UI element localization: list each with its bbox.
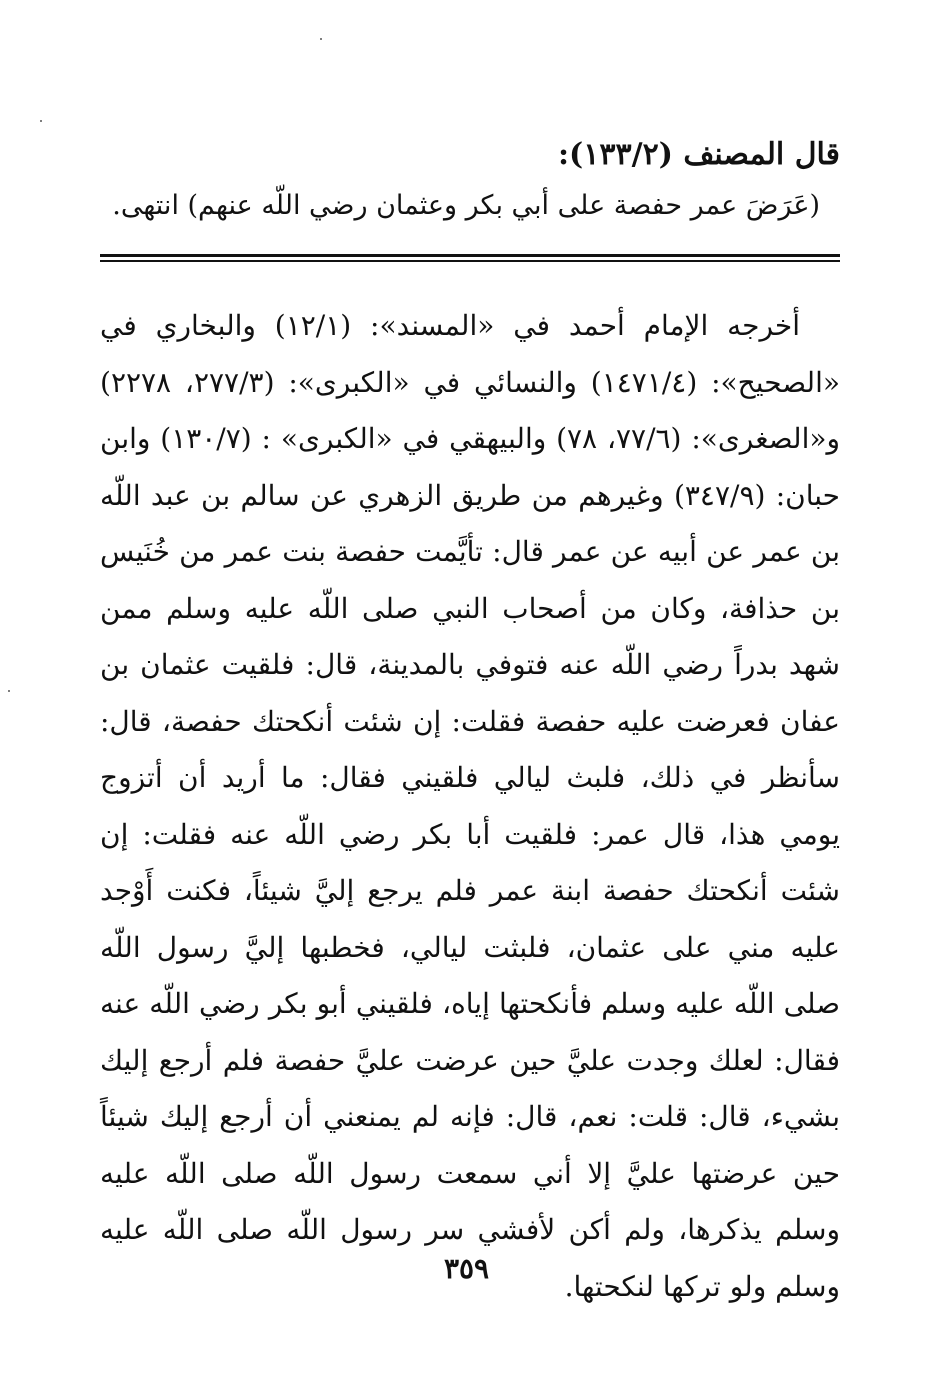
scan-speck	[8, 690, 10, 692]
scan-speck	[40, 120, 42, 122]
commentary-body	[100, 298, 840, 1315]
scan-speck	[320, 38, 322, 40]
author-heading: قال المصنف (١٣٣/٢):	[557, 137, 840, 172]
page-number: ٣٥٩	[443, 1252, 490, 1285]
separator-rule-bottom	[100, 260, 840, 262]
commentary-paragraph: أخرجه الإمام أحمد في «المسند»: (١٢/١) والبخاري في «الصحيح»: (١٤٧١/٤) والنسائي في «الكبرى»: (٢٧٧/٣، ٢٢٧٨) و«الصغرى»: (٧٧/٦، ٧٨) والبيهقي في «الكبرى» : (١٣٠/٧) وابن حبان: (٣٤٧/٩) وغيرهم من طريق الزهري عن سالم بن عبد اللّه بن عمر عن أبيه عن عمر قال: تأيَّمت حفصة بنت عمر من خُنَيس بن حذافة، وكان من أصحاب النبي صلى اللّه عليه وسلم ممن شهد بدراً رضي اللّه عنه فتوفي بالمدينة، قال: فلقيت عثمان بن عفان فعرضت عليه حفصة فقلت: إن شئت أنكحتك حفصة، قال: سأنظر في ذلك، فلبث ليالي فلقيني فقال: ما أريد أن أتزوج يومي هذا، قال عمر: فلقيت أبا بكر رضي اللّه عنه فقلت: إن شئت أنكحتك حفصة ابنة عمر فلم يرجع إليَّ شيئاً، فكنت أَوْجد عليه مني على عثمان، فلبثت ليالي، فخطبها إليَّ رسول اللّه صلى اللّه عليه وسلم فأنكحتها إياه، فلقيني أبو بكر رضي اللّه عنه فقال: لعلك وجدت عليَّ حين عرضت عليَّ حفصة فلم أرجع إليك بشيء، قال: قلت: نعم، قال: فإنه لم يمنعني أن أرجع إليك شيئاً حين عرضتها عليَّ إلا أني سمعت رسول اللّه صلى اللّه عليه وسلم يذكرها، ولم أكن لأفشي سر رسول اللّه صلى اللّه عليه وسلم ولو تركها لنكحتها.	[100, 309, 841, 1303]
quoted-text: (عَرَضَ عمر حفصة على أبي بكر وعثمان رضي اللّه عنهم) انتهى.	[112, 190, 820, 221]
author-quote-block	[100, 130, 840, 232]
